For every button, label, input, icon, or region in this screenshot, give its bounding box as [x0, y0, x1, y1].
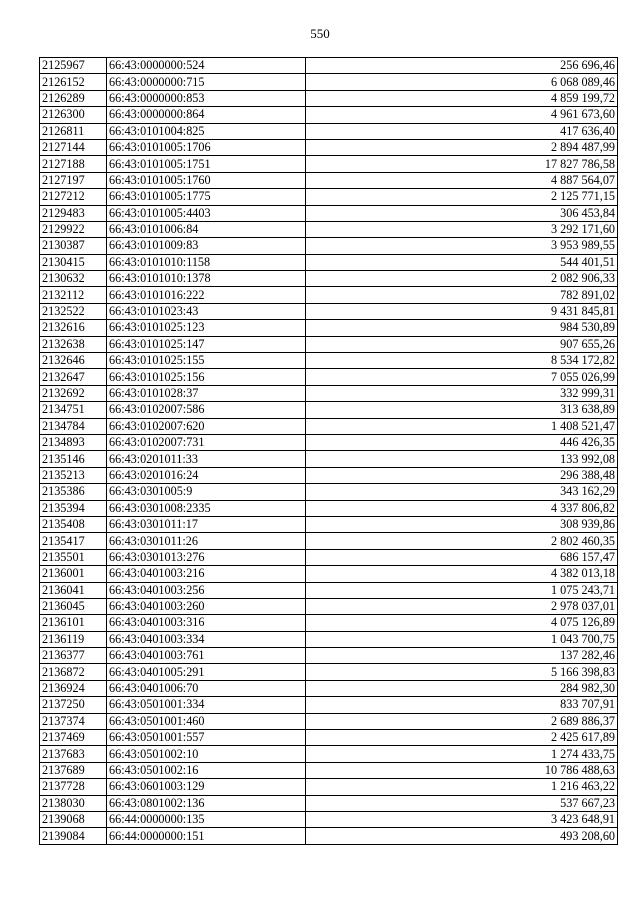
cadastral-number-cell: 66:43:0201011:33 [107, 451, 306, 467]
row-id-cell: 2136872 [40, 664, 107, 680]
cadastral-number-cell: 66:43:0301008:2335 [107, 500, 306, 516]
amount-cell: 3 953 989,55 [306, 238, 618, 254]
cadastral-number-cell: 66:43:0000000:524 [107, 58, 306, 74]
cadastral-number-cell: 66:43:0201016:24 [107, 467, 306, 483]
cadastral-number-cell: 66:43:0801002:136 [107, 795, 306, 811]
amount-cell: 2 689 886,37 [306, 713, 618, 729]
row-id-cell: 2132522 [40, 303, 107, 319]
amount-cell: 10 786 488,63 [306, 762, 618, 778]
table-row [40, 648, 618, 664]
cadastral-number-cell: 66:43:0501001:557 [107, 730, 306, 746]
table-row [40, 549, 618, 565]
table-row [40, 303, 618, 319]
table-row [40, 516, 618, 532]
cadastral-number-cell: 66:43:0101009:83 [107, 238, 306, 254]
table-row [40, 484, 618, 500]
row-id-cell: 2137683 [40, 746, 107, 762]
row-id-cell: 2132647 [40, 369, 107, 385]
table-row [40, 451, 618, 467]
row-id-cell: 2135408 [40, 516, 107, 532]
row-id-cell: 2127144 [40, 139, 107, 155]
table-row [40, 205, 618, 221]
table-row [40, 730, 618, 746]
amount-cell: 17 827 786,58 [306, 156, 618, 172]
row-id-cell: 2129922 [40, 221, 107, 237]
cadastral-number-cell: 66:43:0101028:37 [107, 385, 306, 401]
amount-cell: 284 982,30 [306, 680, 618, 696]
row-id-cell: 2136924 [40, 680, 107, 696]
table-row [40, 320, 618, 336]
table-row [40, 123, 618, 139]
row-id-cell: 2134784 [40, 418, 107, 434]
row-id-cell: 2134751 [40, 402, 107, 418]
row-id-cell: 2135501 [40, 549, 107, 565]
amount-cell: 256 696,46 [306, 58, 618, 74]
cadastral-number-cell: 66:43:0601003:129 [107, 779, 306, 795]
table-row [40, 615, 618, 631]
table-row [40, 713, 618, 729]
amount-cell: 4 337 806,82 [306, 500, 618, 516]
table-row [40, 369, 618, 385]
row-id-cell: 2136001 [40, 566, 107, 582]
cadastral-number-cell: 66:43:0101005:1760 [107, 172, 306, 188]
amount-cell: 1 043 700,75 [306, 631, 618, 647]
table-row [40, 434, 618, 450]
row-id-cell: 2137728 [40, 779, 107, 795]
cadastral-number-cell: 66:43:0101025:147 [107, 336, 306, 352]
amount-cell: 2 425 617,89 [306, 730, 618, 746]
table-row [40, 779, 618, 795]
row-id-cell: 2125967 [40, 58, 107, 74]
row-id-cell: 2137250 [40, 697, 107, 713]
cadastral-number-cell: 66:43:0401003:260 [107, 598, 306, 614]
amount-cell: 686 157,47 [306, 549, 618, 565]
table-row [40, 811, 618, 827]
cadastral-number-cell: 66:43:0000000:864 [107, 107, 306, 123]
cadastral-number-cell: 66:43:0101025:156 [107, 369, 306, 385]
table-row [40, 746, 618, 762]
row-id-cell: 2130632 [40, 271, 107, 287]
cadastral-number-cell: 66:43:0101010:1158 [107, 254, 306, 270]
row-id-cell: 2126300 [40, 107, 107, 123]
amount-cell: 4 859 199,72 [306, 90, 618, 106]
row-id-cell: 2132638 [40, 336, 107, 352]
row-id-cell: 2135417 [40, 533, 107, 549]
amount-cell: 2 802 460,35 [306, 533, 618, 549]
row-id-cell: 2134893 [40, 434, 107, 450]
table-row [40, 402, 618, 418]
amount-cell: 332 999,31 [306, 385, 618, 401]
cadastral-number-cell: 66:43:0501002:16 [107, 762, 306, 778]
amount-cell: 4 382 013,18 [306, 566, 618, 582]
row-id-cell: 2135386 [40, 484, 107, 500]
row-id-cell: 2137374 [40, 713, 107, 729]
cadastral-number-cell: 66:43:0101025:123 [107, 320, 306, 336]
cadastral-number-cell: 66:43:0401005:291 [107, 664, 306, 680]
cadastral-number-cell: 66:43:0401006:70 [107, 680, 306, 696]
table-row [40, 189, 618, 205]
cadastral-number-cell: 66:43:0102007:586 [107, 402, 306, 418]
amount-cell: 137 282,46 [306, 648, 618, 664]
row-id-cell: 2135213 [40, 467, 107, 483]
amount-cell: 1 075 243,71 [306, 582, 618, 598]
row-id-cell: 2138030 [40, 795, 107, 811]
cadastral-number-cell: 66:43:0102007:620 [107, 418, 306, 434]
amount-cell: 3 292 171,60 [306, 221, 618, 237]
row-id-cell: 2137689 [40, 762, 107, 778]
amount-cell: 1 408 521,47 [306, 418, 618, 434]
table-row [40, 221, 618, 237]
row-id-cell: 2127188 [40, 156, 107, 172]
table-row [40, 287, 618, 303]
table-row [40, 598, 618, 614]
amount-cell: 782 891,02 [306, 287, 618, 303]
amount-cell: 1 274 433,75 [306, 746, 618, 762]
amount-cell: 1 216 463,22 [306, 779, 618, 795]
row-id-cell: 2132646 [40, 353, 107, 369]
row-id-cell: 2139084 [40, 828, 107, 844]
table-row [40, 353, 618, 369]
row-id-cell: 2135394 [40, 500, 107, 516]
cadastral-number-cell: 66:43:0101016:222 [107, 287, 306, 303]
amount-cell: 2 125 771,15 [306, 189, 618, 205]
row-id-cell: 2129483 [40, 205, 107, 221]
amount-cell: 8 534 172,82 [306, 353, 618, 369]
table-row [40, 664, 618, 680]
registry-table-body [40, 58, 618, 845]
amount-cell: 2 978 037,01 [306, 598, 618, 614]
table-row [40, 172, 618, 188]
cadastral-number-cell: 66:43:0101005:1775 [107, 189, 306, 205]
cadastral-number-cell: 66:43:0101005:4403 [107, 205, 306, 221]
cadastral-number-cell: 66:43:0401003:216 [107, 566, 306, 582]
row-id-cell: 2126811 [40, 123, 107, 139]
row-id-cell: 2130415 [40, 254, 107, 270]
table-row [40, 107, 618, 123]
row-id-cell: 2127197 [40, 172, 107, 188]
amount-cell: 493 208,60 [306, 828, 618, 844]
table-row [40, 254, 618, 270]
cadastral-number-cell: 66:43:0501002:10 [107, 746, 306, 762]
amount-cell: 313 638,89 [306, 402, 618, 418]
amount-cell: 306 453,84 [306, 205, 618, 221]
cadastral-number-cell: 66:43:0401003:256 [107, 582, 306, 598]
cadastral-number-cell: 66:43:0000000:715 [107, 74, 306, 90]
row-id-cell: 2135146 [40, 451, 107, 467]
row-id-cell: 2136119 [40, 631, 107, 647]
amount-cell: 2 894 487,99 [306, 139, 618, 155]
row-id-cell: 2132616 [40, 320, 107, 336]
row-id-cell: 2137469 [40, 730, 107, 746]
page-number: 550 [310, 26, 330, 41]
row-id-cell: 2126152 [40, 74, 107, 90]
table-row [40, 828, 618, 844]
row-id-cell: 2130387 [40, 238, 107, 254]
table-row [40, 139, 618, 155]
table-row [40, 533, 618, 549]
table-row [40, 582, 618, 598]
table-row [40, 631, 618, 647]
registry-table [39, 57, 618, 845]
table-row [40, 697, 618, 713]
table-row [40, 58, 618, 74]
amount-cell: 6 068 089,46 [306, 74, 618, 90]
amount-cell: 417 636,40 [306, 123, 618, 139]
amount-cell: 4 887 564,07 [306, 172, 618, 188]
cadastral-number-cell: 66:43:0401003:334 [107, 631, 306, 647]
cadastral-number-cell: 66:43:0101005:1706 [107, 139, 306, 155]
row-id-cell: 2136377 [40, 648, 107, 664]
cadastral-number-cell: 66:43:0101005:1751 [107, 156, 306, 172]
amount-cell: 2 082 906,33 [306, 271, 618, 287]
table-row [40, 467, 618, 483]
amount-cell: 133 992,08 [306, 451, 618, 467]
table-row [40, 418, 618, 434]
cadastral-number-cell: 66:43:0401003:761 [107, 648, 306, 664]
table-row [40, 795, 618, 811]
cadastral-number-cell: 66:43:0101010:1378 [107, 271, 306, 287]
cadastral-number-cell: 66:43:0101023:43 [107, 303, 306, 319]
cadastral-number-cell: 66:43:0000000:853 [107, 90, 306, 106]
row-id-cell: 2136101 [40, 615, 107, 631]
row-id-cell: 2139068 [40, 811, 107, 827]
cadastral-number-cell: 66:43:0102007:731 [107, 434, 306, 450]
table-row [40, 156, 618, 172]
amount-cell: 446 426,35 [306, 434, 618, 450]
table-row [40, 566, 618, 582]
cadastral-number-cell: 66:43:0101025:155 [107, 353, 306, 369]
table-row [40, 271, 618, 287]
amount-cell: 4 075 126,89 [306, 615, 618, 631]
row-id-cell: 2136041 [40, 582, 107, 598]
amount-cell: 544 401,51 [306, 254, 618, 270]
table-row [40, 238, 618, 254]
cadastral-number-cell: 66:43:0301013:276 [107, 549, 306, 565]
cadastral-number-cell: 66:43:0301011:26 [107, 533, 306, 549]
amount-cell: 4 961 673,60 [306, 107, 618, 123]
table-row [40, 680, 618, 696]
cadastral-number-cell: 66:43:0301005:9 [107, 484, 306, 500]
table-row [40, 90, 618, 106]
cadastral-number-cell: 66:43:0101004:825 [107, 123, 306, 139]
row-id-cell: 2127212 [40, 189, 107, 205]
cadastral-number-cell: 66:43:0501001:460 [107, 713, 306, 729]
row-id-cell: 2126289 [40, 90, 107, 106]
amount-cell: 5 166 398,83 [306, 664, 618, 680]
amount-cell: 537 667,23 [306, 795, 618, 811]
amount-cell: 343 162,29 [306, 484, 618, 500]
amount-cell: 907 655,26 [306, 336, 618, 352]
cadastral-number-cell: 66:43:0101006:84 [107, 221, 306, 237]
cadastral-number-cell: 66:44:0000000:135 [107, 811, 306, 827]
table-row [40, 74, 618, 90]
amount-cell: 3 423 648,91 [306, 811, 618, 827]
amount-cell: 7 055 026,99 [306, 369, 618, 385]
row-id-cell: 2132692 [40, 385, 107, 401]
row-id-cell: 2132112 [40, 287, 107, 303]
row-id-cell: 2136045 [40, 598, 107, 614]
amount-cell: 308 939,86 [306, 516, 618, 532]
amount-cell: 984 530,89 [306, 320, 618, 336]
cadastral-number-cell: 66:43:0501001:334 [107, 697, 306, 713]
table-row [40, 385, 618, 401]
cadastral-number-cell: 66:44:0000000:151 [107, 828, 306, 844]
table-row [40, 762, 618, 778]
amount-cell: 9 431 845,81 [306, 303, 618, 319]
table-row [40, 500, 618, 516]
amount-cell: 833 707,91 [306, 697, 618, 713]
cadastral-number-cell: 66:43:0401003:316 [107, 615, 306, 631]
cadastral-number-cell: 66:43:0301011:17 [107, 516, 306, 532]
amount-cell: 296 388,48 [306, 467, 618, 483]
table-row [40, 336, 618, 352]
